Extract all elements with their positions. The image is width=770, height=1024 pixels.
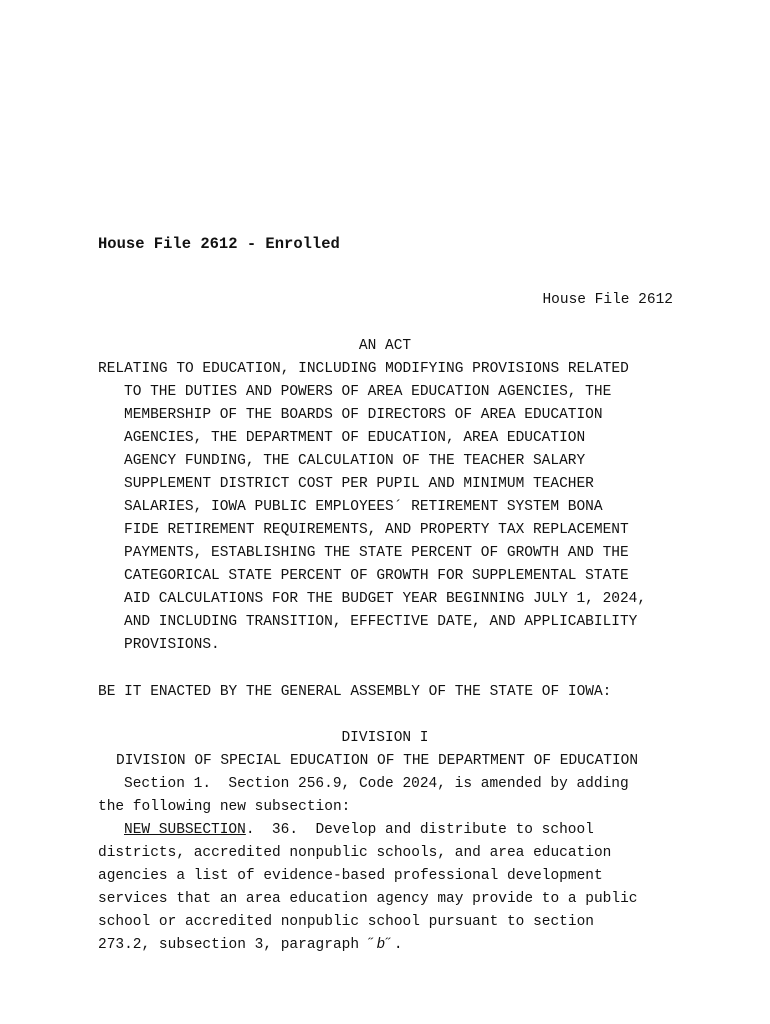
division-title: DIVISION OF SPECIAL EDUCATION OF THE DEPARTMENT OF EDUCATION xyxy=(116,753,639,769)
act-title-line: PROVISIONS. xyxy=(124,637,220,653)
act-title-line: SUPPLEMENT DISTRICT COST PER PUPIL AND MINIMUM TEACHER xyxy=(124,476,594,492)
act-title-line: TO THE DUTIES AND POWERS OF AREA EDUCATION AGENCIES, THE xyxy=(124,384,612,400)
body-line: agencies a list of evidence-based professional development xyxy=(98,868,603,884)
division-heading: DIVISION I xyxy=(341,730,429,746)
act-heading-text: AN ACT xyxy=(358,338,412,354)
last-line-suffix: ˝. xyxy=(385,937,403,953)
section-1-line-1: Section 1. Section 256.9, Code 2024, is amended by adding xyxy=(124,776,629,792)
enacting-clause: BE IT ENACTED BY THE GENERAL ASSEMBLY OF THE STATE OF IOWA: xyxy=(98,684,612,700)
paragraph-letter: b xyxy=(376,937,386,953)
last-line-prefix: 273.2, subsection 3, paragraph ˝ xyxy=(98,937,377,953)
act-title-line: PAYMENTS, ESTABLISHING THE STATE PERCENT OF GROWTH AND THE xyxy=(124,545,629,561)
section-1-line-2: the following new subsection: xyxy=(98,799,351,815)
body-line-last xyxy=(98,935,403,955)
act-title-line: SALARIES, IOWA PUBLIC EMPLOYEES´ RETIREMENT SYSTEM BONA xyxy=(124,499,603,515)
file-number: House File 2612 xyxy=(542,292,673,308)
document-title: House File 2612 - Enrolled xyxy=(98,235,340,253)
act-heading xyxy=(0,336,770,356)
act-title-line: AND INCLUDING TRANSITION, EFFECTIVE DATE, AND APPLICABILITY xyxy=(124,614,638,630)
new-subsection-label: NEW SUBSECTION xyxy=(124,822,246,838)
act-title-line: AGENCIES, THE DEPARTMENT OF EDUCATION, AREA EDUCATION xyxy=(124,430,586,446)
act-title-line: AGENCY FUNDING, THE CALCULATION OF THE TEACHER SALARY xyxy=(124,453,586,469)
act-title-line: FIDE RETIREMENT REQUIREMENTS, AND PROPERTY TAX REPLACEMENT xyxy=(124,522,629,538)
act-title-line: MEMBERSHIP OF THE BOARDS OF DIRECTORS OF AREA EDUCATION xyxy=(124,407,603,423)
act-title-line: RELATING TO EDUCATION, INCLUDING MODIFYING PROVISIONS RELATED xyxy=(98,361,629,377)
act-title-line: CATEGORICAL STATE PERCENT OF GROWTH FOR SUPPLEMENTAL STATE xyxy=(124,568,629,584)
new-subsection-text: . 36. Develop and distribute to school xyxy=(245,822,594,838)
body-line: school or accredited nonpublic school pursuant to section xyxy=(98,914,594,930)
body-line: districts, accredited nonpublic schools, and area education xyxy=(98,845,612,861)
act-title-line: AID CALCULATIONS FOR THE BUDGET YEAR BEGINNING JULY 1, 2024, xyxy=(124,591,647,607)
body-line: services that an area education agency may provide to a public xyxy=(98,891,638,907)
new-subsection-line xyxy=(124,820,594,840)
